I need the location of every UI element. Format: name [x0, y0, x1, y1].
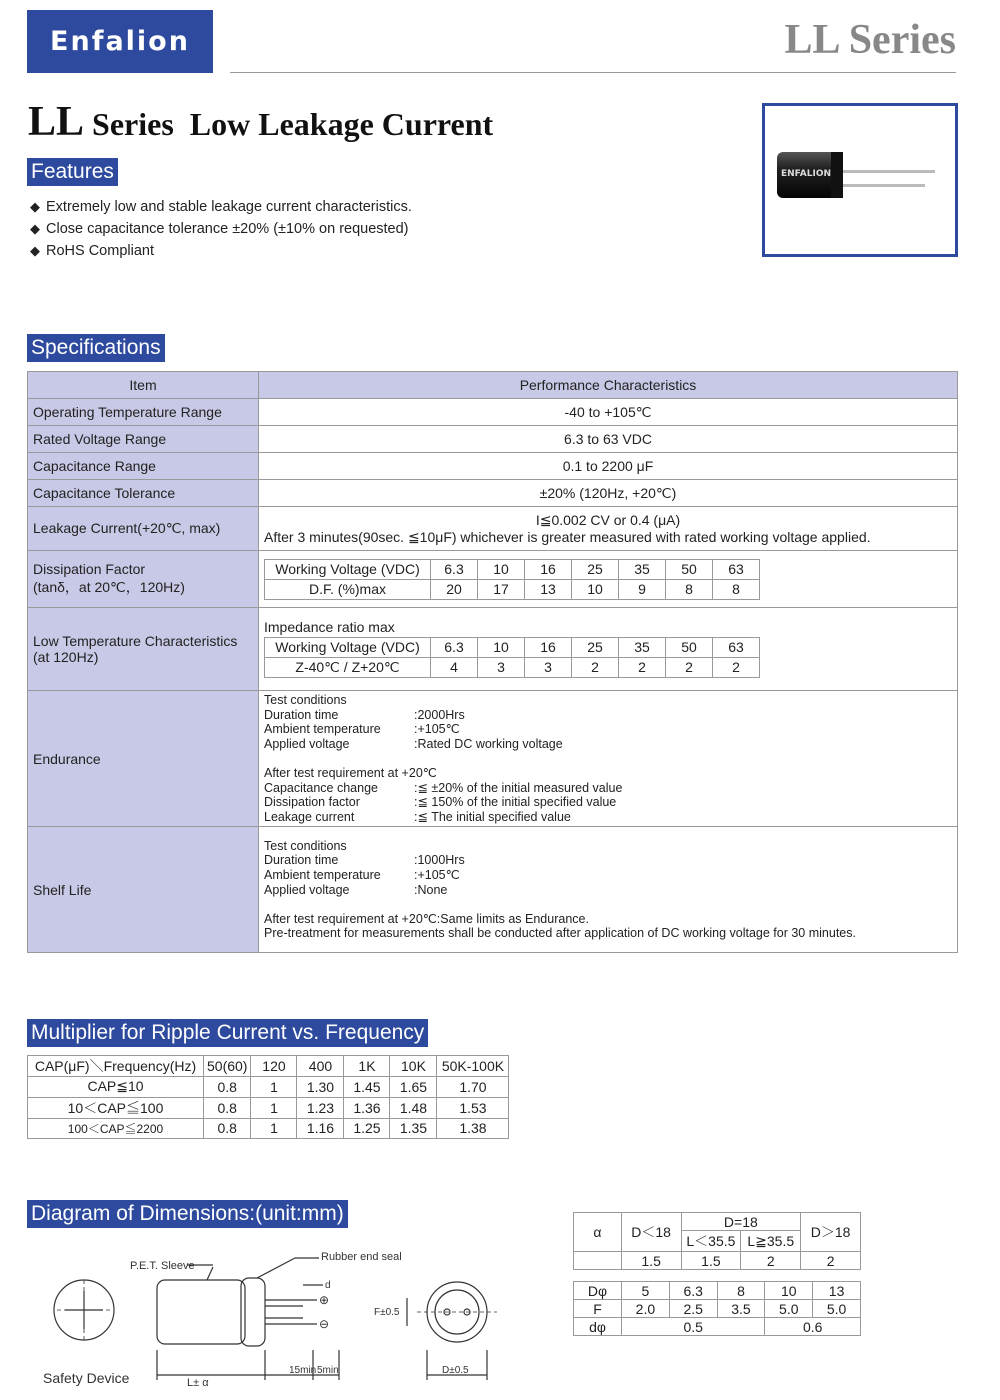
ripple-cell: 10＜CAP≦100	[28, 1097, 204, 1118]
cond-value: :2000Hrs	[414, 707, 465, 722]
min15-label: 15min	[289, 1365, 317, 1376]
title-rest: Series Low Leakage Current	[92, 106, 494, 142]
alpha-head: D＞18	[801, 1213, 861, 1252]
lead-cell: 2.0	[622, 1300, 670, 1318]
lowtemp-value	[259, 608, 958, 691]
lead-row-label: dφ	[574, 1318, 622, 1336]
impedance-voltage: 6.3	[431, 637, 478, 657]
ripple-cell: CAP≦10	[28, 1077, 204, 1098]
spec-item	[28, 608, 259, 691]
cond-value: :+105℃	[414, 867, 460, 882]
lead-cell: 5.0	[813, 1300, 861, 1318]
impedance-caption: Impedance ratio max	[264, 618, 395, 635]
req-value: :≦ 150% of the initial specified value	[414, 795, 617, 810]
alpha-subhead: L＜35.5	[681, 1231, 741, 1252]
ripple-cell: 1.16	[297, 1118, 344, 1139]
cond-key: Duration time	[264, 707, 339, 722]
spec-value: ±20% (120Hz, +20℃)	[259, 480, 958, 507]
spec-item: Endurance	[28, 691, 259, 827]
plus-icon: ⊕	[319, 1293, 330, 1307]
ripple-cell: 1.45	[344, 1077, 390, 1098]
lead-dia-label: d	[325, 1280, 331, 1291]
spec-item: Leakage Current(+20℃, max)	[28, 507, 259, 551]
cond-key: Applied voltage	[264, 736, 350, 751]
ripple-cell: 1.65	[390, 1077, 437, 1098]
ripple-header-cell: 1K	[344, 1056, 390, 1077]
df-cell: 13	[525, 579, 572, 599]
spec-item: Capacitance Range	[28, 453, 259, 480]
df-voltage: 6.3	[431, 559, 478, 579]
alpha-head: D＜18	[621, 1213, 681, 1252]
specifications-table	[27, 371, 958, 953]
features-list	[30, 196, 412, 262]
endurance-test-caption: Test conditions	[264, 693, 347, 707]
spec-value: 6.3 to 63 VDC	[259, 426, 958, 453]
leakage-formula: I≦0.002 CV or 0.4 (μA)	[535, 511, 681, 528]
lead-cell: 5	[622, 1282, 670, 1300]
lowtemp-title: Low Temperature Characteristics	[33, 633, 238, 649]
ripple-header-cell: 50(60)	[204, 1056, 251, 1077]
rubber-label: Rubber end seal	[321, 1251, 402, 1263]
impedance-voltage: 35	[619, 637, 666, 657]
feature-item: ◆ Extremely low and stable leakage current characteristics.	[30, 196, 412, 218]
ripple-table	[27, 1055, 509, 1139]
leakage-value	[259, 507, 958, 551]
spec-value: 0.1 to 2200 μF	[259, 453, 958, 480]
dimension-diagram	[27, 1240, 557, 1400]
df-cell: 8	[666, 579, 713, 599]
pitch-label: F±0.5	[374, 1307, 400, 1318]
req-value: :≦ ±20% of the initial measured value	[414, 780, 623, 795]
impedance-voltage-label: Working Voltage (VDC)	[265, 637, 431, 657]
feature-item: ◆ Close capacitance tolerance ±20% (±10% on requested)	[30, 218, 412, 240]
cond-value: :+105℃	[414, 722, 460, 737]
cond-value: :Rated DC working voltage	[414, 736, 563, 751]
ripple-cell: 1.36	[344, 1097, 390, 1118]
ripple-cell: 1.23	[297, 1097, 344, 1118]
ripple-header-cell: 120	[251, 1056, 297, 1077]
spec-item	[28, 551, 259, 608]
minus-icon: ⊖	[319, 1317, 330, 1331]
ripple-cell: 0.8	[204, 1097, 251, 1118]
leakage-note: After 3 minutes(90sec. ≦10μF) whichever is greater measured with rated working voltage applied.	[264, 528, 871, 545]
alpha-value: 2	[801, 1252, 861, 1270]
alpha-value: 1.5	[621, 1252, 681, 1270]
req-key: Leakage current	[264, 809, 355, 824]
lead-row-label: Dφ	[574, 1282, 622, 1300]
capacitor-body	[157, 1280, 245, 1344]
impedance-cell: 3	[478, 657, 525, 677]
min5-label: 5min	[317, 1365, 339, 1376]
ripple-cell: 1.25	[344, 1118, 390, 1139]
impedance-label: Z-40℃ / Z+20℃	[265, 657, 431, 677]
ripple-cell: 1.35	[390, 1118, 437, 1139]
lead-cell: 13	[813, 1282, 861, 1300]
spec-item: Rated Voltage Range	[28, 426, 259, 453]
impedance-voltage: 50	[666, 637, 713, 657]
shelf-pretreatment: Pre-treatment for measurements shall be conducted after application of DC working voltage for 30 minutes.	[264, 926, 856, 941]
df-cell: 9	[619, 579, 666, 599]
impedance-cell: 2	[666, 657, 713, 677]
cond-value: :1000Hrs	[414, 853, 465, 868]
cond-key: Ambient temperature	[264, 867, 381, 882]
ripple-cell: 1	[251, 1097, 297, 1118]
ripple-cell: 0.8	[204, 1077, 251, 1098]
shelf-value	[259, 827, 958, 953]
ripple-cell: 100＜CAP≦2200	[28, 1118, 204, 1139]
col-header-item: Item	[28, 372, 259, 399]
df-voltage: 63	[713, 559, 760, 579]
cond-key: Duration time	[264, 853, 339, 868]
alpha-table	[573, 1212, 861, 1270]
cond-value: :None	[414, 882, 448, 897]
alpha-label: α	[574, 1213, 622, 1252]
df-table	[264, 559, 760, 600]
df-cell: 20	[431, 579, 478, 599]
spec-value: -40 to +105℃	[259, 399, 958, 426]
req-key: Capacitance change	[264, 780, 378, 795]
lead-cell: 5.0	[765, 1300, 813, 1318]
lead-cell: 0.6	[765, 1318, 861, 1336]
impedance-voltage: 16	[525, 637, 572, 657]
title-prefix: LL	[28, 99, 85, 145]
brand-logo: Enfalion	[27, 10, 213, 73]
ripple-cell: 1.53	[437, 1097, 509, 1118]
sleeve-label: P.E.T. Sleeve	[130, 1260, 195, 1272]
capacitor-brand: ENFALION	[781, 169, 832, 179]
impedance-cell: 2	[572, 657, 619, 677]
df-value	[259, 551, 958, 608]
alpha-head: D=18	[681, 1213, 801, 1231]
lowtemp-subtitle: (at 120Hz)	[33, 649, 99, 665]
front-view-circle	[427, 1282, 487, 1342]
df-subtitle: (tanδ，at 20℃，120Hz)	[33, 579, 185, 595]
diameter-label: D±0.5	[442, 1365, 469, 1376]
safety-label: Safety Device	[43, 1370, 130, 1386]
lead-cell: 3.5	[717, 1300, 765, 1318]
impedance-voltage: 63	[713, 637, 760, 657]
impedance-voltage: 25	[572, 637, 619, 657]
impedance-table	[264, 637, 760, 678]
features-heading: Features	[27, 158, 118, 186]
df-voltage: 35	[619, 559, 666, 579]
shelf-after: After test requirement at +20℃:Same limits as Endurance.	[264, 911, 589, 926]
df-voltage-label: Working Voltage (VDC)	[265, 559, 431, 579]
ripple-cell: 1.38	[437, 1118, 509, 1139]
header-divider	[230, 72, 956, 73]
impedance-cell: 4	[431, 657, 478, 677]
df-cell: 10	[572, 579, 619, 599]
spec-item: Shelf Life	[28, 827, 259, 953]
df-label: D.F. (%)max	[265, 579, 431, 599]
dimensions-heading: Diagram of Dimensions:(unit:mm)	[27, 1200, 348, 1228]
ripple-cell: 1.70	[437, 1077, 509, 1098]
spec-item: Operating Temperature Range	[28, 399, 259, 426]
impedance-voltage: 10	[478, 637, 525, 657]
lead-cell: 0.5	[622, 1318, 765, 1336]
ripple-heading: Multiplier for Ripple Current vs. Frequency	[27, 1019, 428, 1047]
ripple-header-cell: 10K	[390, 1056, 437, 1077]
df-cell: 8	[713, 579, 760, 599]
alpha-value: 1.5	[681, 1252, 741, 1270]
col-header-performance: Performance Characteristics	[259, 372, 958, 399]
ripple-cell: 0.8	[204, 1118, 251, 1139]
ripple-header-cell: 50K-100K	[437, 1056, 509, 1077]
df-cell: 17	[478, 579, 525, 599]
series-title: LL Series	[784, 17, 956, 63]
ripple-header-cell: CAP(μF)＼Frequency(Hz)	[28, 1056, 204, 1077]
ripple-cell: 1.48	[390, 1097, 437, 1118]
lead-cell: 8	[717, 1282, 765, 1300]
specifications-heading: Specifications	[27, 334, 165, 362]
ripple-header-cell: 400	[297, 1056, 344, 1077]
ripple-cell: 1	[251, 1077, 297, 1098]
lead-table	[573, 1281, 861, 1336]
df-voltage: 10	[478, 559, 525, 579]
ripple-cell: 1.30	[297, 1077, 344, 1098]
endurance-after: After test requirement at +20℃	[264, 765, 437, 780]
df-voltage: 16	[525, 559, 572, 579]
page-title	[28, 98, 493, 146]
impedance-cell: 3	[525, 657, 572, 677]
length-label: L± α	[187, 1377, 209, 1389]
lead-cell: 2.5	[669, 1300, 717, 1318]
df-title: Dissipation Factor	[33, 561, 146, 577]
df-voltage: 25	[572, 559, 619, 579]
alpha-value: 2	[741, 1252, 801, 1270]
req-key: Dissipation factor	[264, 795, 360, 810]
ripple-cell: 1	[251, 1118, 297, 1139]
req-value: :≦ The initial specified value	[414, 809, 571, 824]
lead-cell: 6.3	[669, 1282, 717, 1300]
alpha-subhead: L≧35.5	[741, 1231, 801, 1252]
endurance-value	[259, 691, 958, 827]
df-voltage: 50	[666, 559, 713, 579]
cond-key: Applied voltage	[264, 882, 350, 897]
shelf-test-caption: Test conditions	[264, 838, 347, 853]
spec-item: Capacitance Tolerance	[28, 480, 259, 507]
impedance-cell: 2	[713, 657, 760, 677]
lead-row-label: F	[574, 1300, 622, 1318]
capacitor-image	[765, 106, 955, 254]
product-photo	[762, 103, 958, 257]
feature-item: ◆ RoHS Compliant	[30, 240, 412, 262]
lead-cell: 10	[765, 1282, 813, 1300]
alpha-empty	[574, 1252, 622, 1270]
impedance-cell: 2	[619, 657, 666, 677]
cond-key: Ambient temperature	[264, 722, 381, 737]
